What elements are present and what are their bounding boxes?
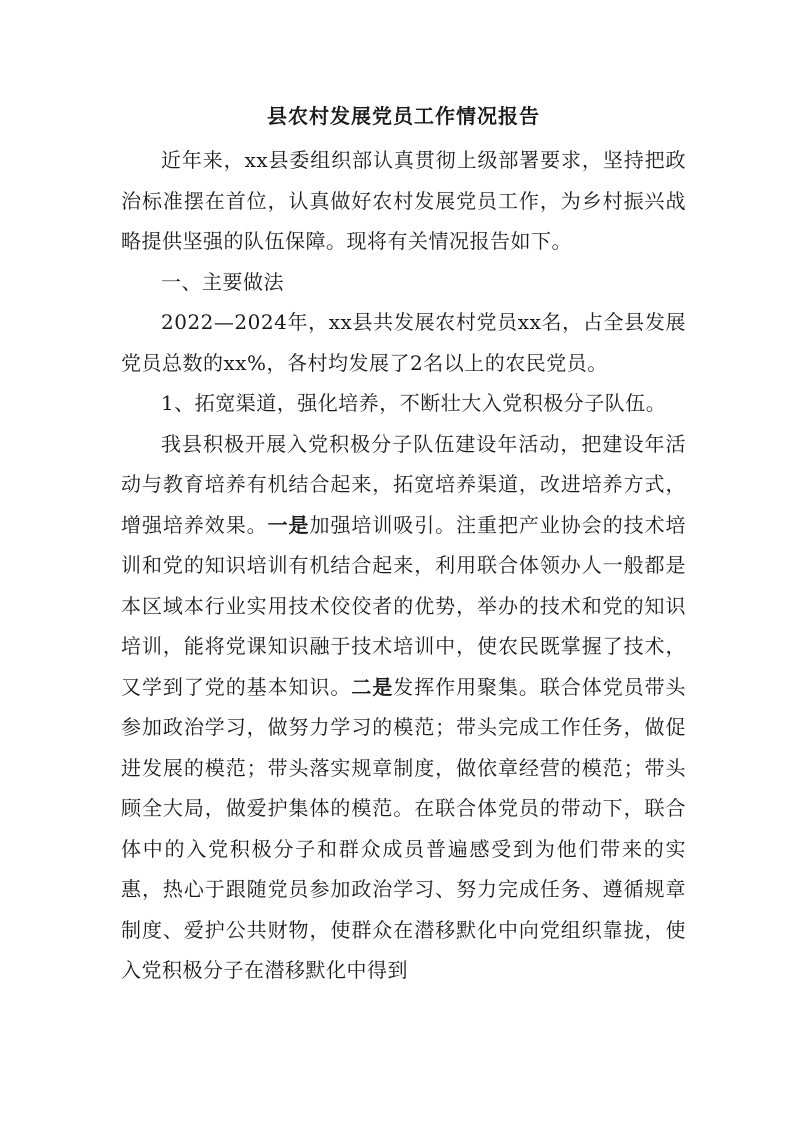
- intro-paragraph: 近年来，xx县委组织部认真贯彻上级部署要求，坚持把政治标准摆在首位，认真做好农村发展党员工作，为乡村振兴战略提供坚强的队伍保障。现将有关情况报告如下。: [121, 148, 686, 253]
- section-summary-paragraph: 2022—2024年，xx县共发展农村党员xx名，占全县发展党员总数的xx%，各村均发展了2名以上的农民党员。: [121, 310, 686, 375]
- label-first-point: 一是: [267, 512, 310, 537]
- item-heading-expand-channels: 1、拓宽渠道，强化培养，不断壮大入党积极分子队伍。: [161, 391, 667, 415]
- item-body-part-b: 加强培训吸引。注重把产业协会的技术培训和党的知识培训有机结合起来，利用联合体领办人一般都是本区域本行业实用技术佼佼者的优势，举办的技术和党的知识培训，能将党课知识融于技术培训中，使农民既掌握了技术，又学到了党的基本知识。: [121, 512, 687, 699]
- item-body-part-c: 发挥作用聚集。联合体党员带头参加政治学习，做努力学习的模范；带头完成工作任务，做促进发展的模范；带头落实规章制度，做依章经营的模范；带头顾全大局，做爱护集体的模范。在联合体党员的带动下，联合体中的入党积极分子和群众成员普遍感受到为他们带来的实惠，热心于跟随党员参加政治学习、努力完成任务、遵循规章制度、爱护公共财物，使群众在潜移默化中向党组织靠拢，使入党积极分子在潜移默化中得到: [121, 674, 687, 982]
- label-second-point: 二是: [351, 674, 394, 699]
- item-body-part-a: 我县积极开展入党积极分子队伍建设年活动，把建设年活动与教育培养有机结合起来，拓宽培养渠道，改进培养方式，增强培养效果。: [121, 431, 686, 537]
- section-heading-main-practices: 一、主要做法: [161, 269, 284, 294]
- item-body-paragraph: [121, 424, 686, 991]
- document-title: 县农村发展党员工作情况报告: [267, 104, 540, 128]
- document-body: [121, 98, 686, 991]
